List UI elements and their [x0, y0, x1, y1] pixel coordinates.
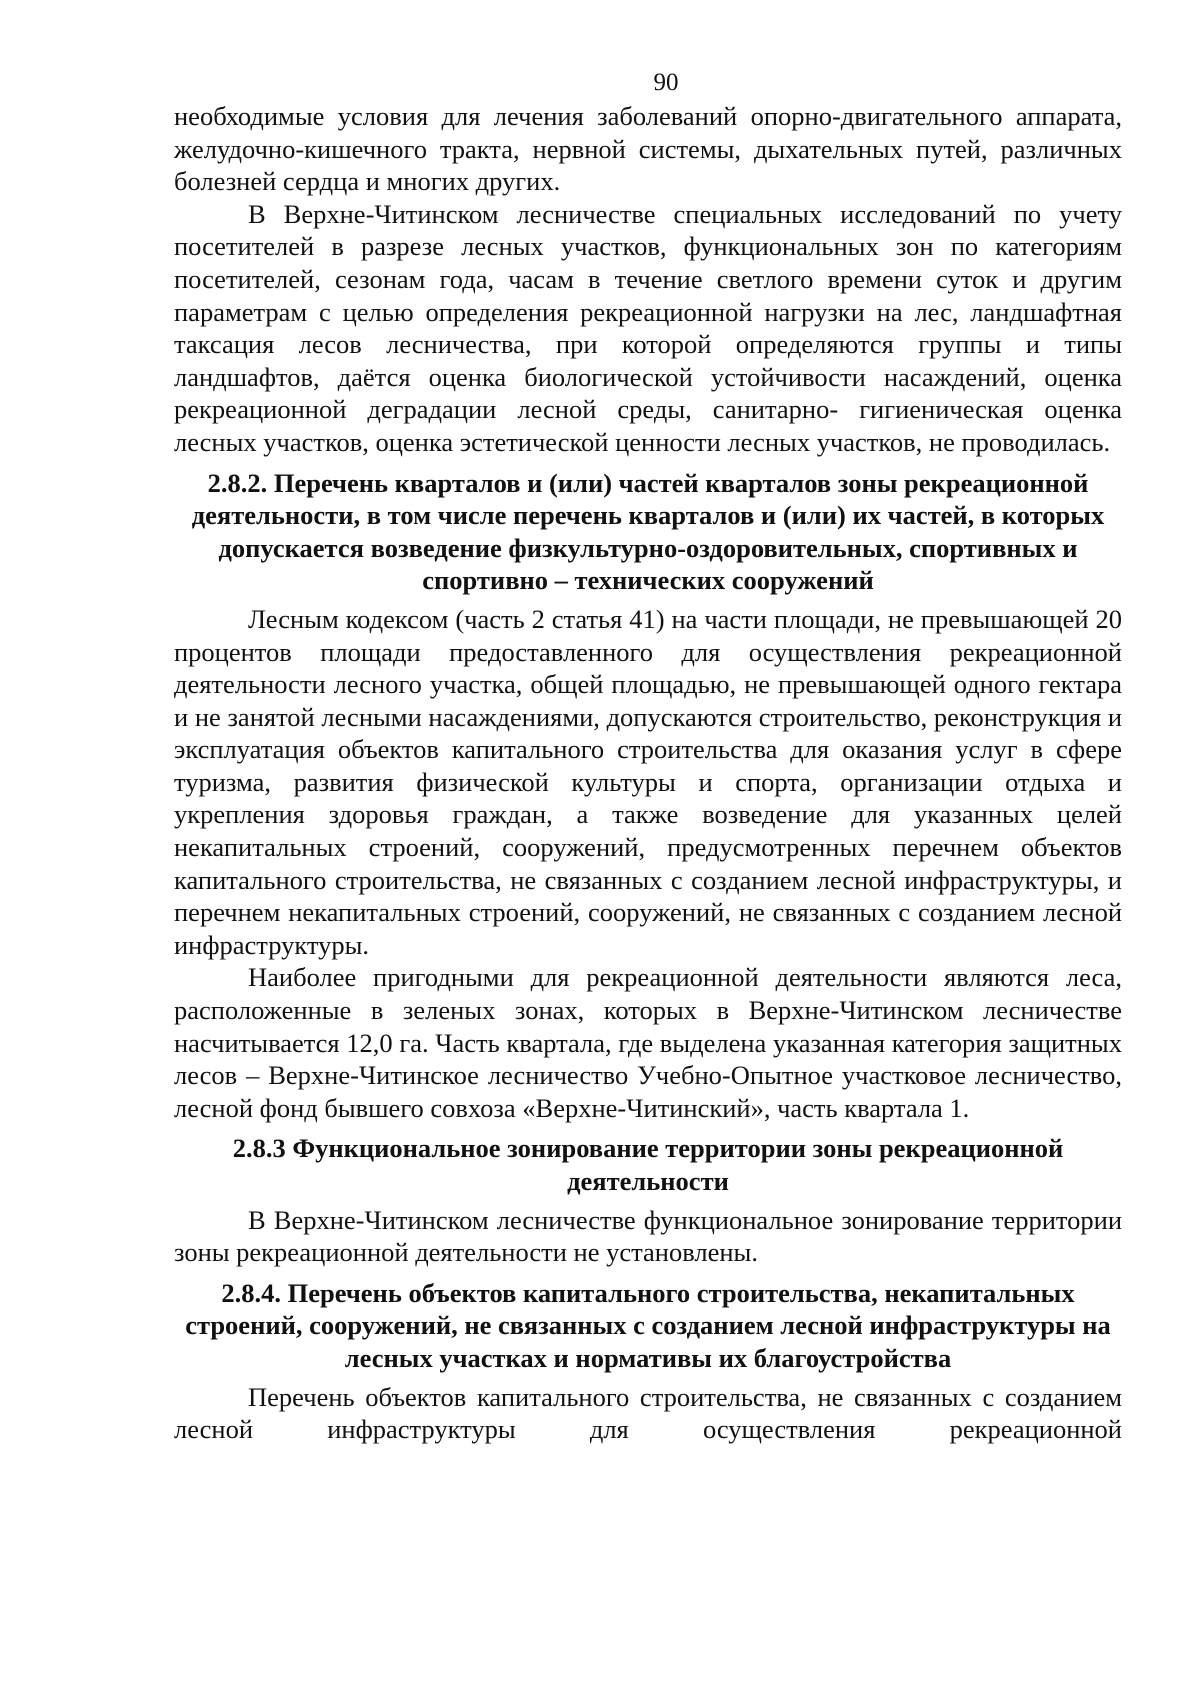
section-heading-2-8-2: 2.8.2. Перечень кварталов и (или) частей кварталов зоны рекреационной деятельности, в том числе перечень кварталов и (или) их частей, в которых допускается возведение физкультурно-оздоровительных, спортивных и спортивно – технических сооружений: [191, 467, 1105, 596]
paragraph-zoning: В Верхне-Читинском лесничестве функциональное зонирование территории зоны рекреационной деятельности не установлены.: [174, 1204, 1122, 1268]
paragraph-capital-objects: Перечень объектов капитального строительства, не связанных с созданием лесной инфраструктуры для осуществления рекреационной: [174, 1381, 1122, 1445]
paragraph-continuation: необходимые условия для лечения заболеваний опорно-двигательного аппарата, желудочно-кишечного тракта, нервной системы, дыхательных путей, различных болезней сердца и многих других.: [174, 101, 1122, 197]
section-heading-2-8-3: 2.8.3 Функциональное зонирование территории зоны рекреационной деятельности: [232, 1133, 1064, 1196]
page-number: 90: [653, 69, 679, 96]
paragraph-forest-code: Лесным кодексом (часть 2 статья 41) на части площади, не превышающей 20 процентов площади предоставленного для осуществления рекреационной деятельности лесного участка, общей площадью, не превышающей одного гектара и не занятой лесными насаждениями, допускаются строительство, реконструкция и эксплуатация объектов капитального строительства для оказания услуг в сфере туризма, развития физической культуры и спорта, организации отдыха и укрепления здоровья граждан, а также возведение для указанных целей некапитальных строений, сооружений, предусмотренных перечнем объектов капитального строительства, не связанных с созданием лесной инфраструктуры, и перечнем некапитальных строений, сооружений, не связанных с созданием лесной инфраструктуры.: [174, 603, 1122, 960]
paragraph-visitor-research: В Верхне-Читинском лесничестве специальных исследований по учету посетителей в разрезе лесных участков, функциональных зон по категориям посетителей, сезонам года, часам в течение светлого времени суток и другим параметрам с целью определения рекреационной нагрузки на лес, ландшафтная таксация лесов лесничества, при которой определяются группы и типы ландшафтов, даётся оценка биологической устойчивости насаждений, оценка рекреационной деградации лесной среды, санитарно- гигиеническая оценка лесных участков, оценка эстетической ценности лесных участков, не проводилась.: [174, 198, 1122, 457]
document-page: [174, 68, 1122, 1446]
section-heading-2-8-4: 2.8.4. Перечень объектов капитального строительства, некапитальных строений, сооружений, не связанных с созданием лесной инфраструктуры на лесных участках и нормативы их благоустройства: [185, 1277, 1111, 1373]
paragraph-green-zones: Наиболее пригодными для рекреационной деятельности являются леса, расположенные в зеленых зонах, которых в Верхне-Читинском лесничестве насчитывается 12,0 га. Часть квартала, где выделена указанная категория защитных лесов – Верхне-Читинское лесничество Учебно-Опытное участковое лесничество, лесной фонд бывшего совхоза «Верхне-Читинский», часть квартала 1.: [174, 962, 1122, 1123]
